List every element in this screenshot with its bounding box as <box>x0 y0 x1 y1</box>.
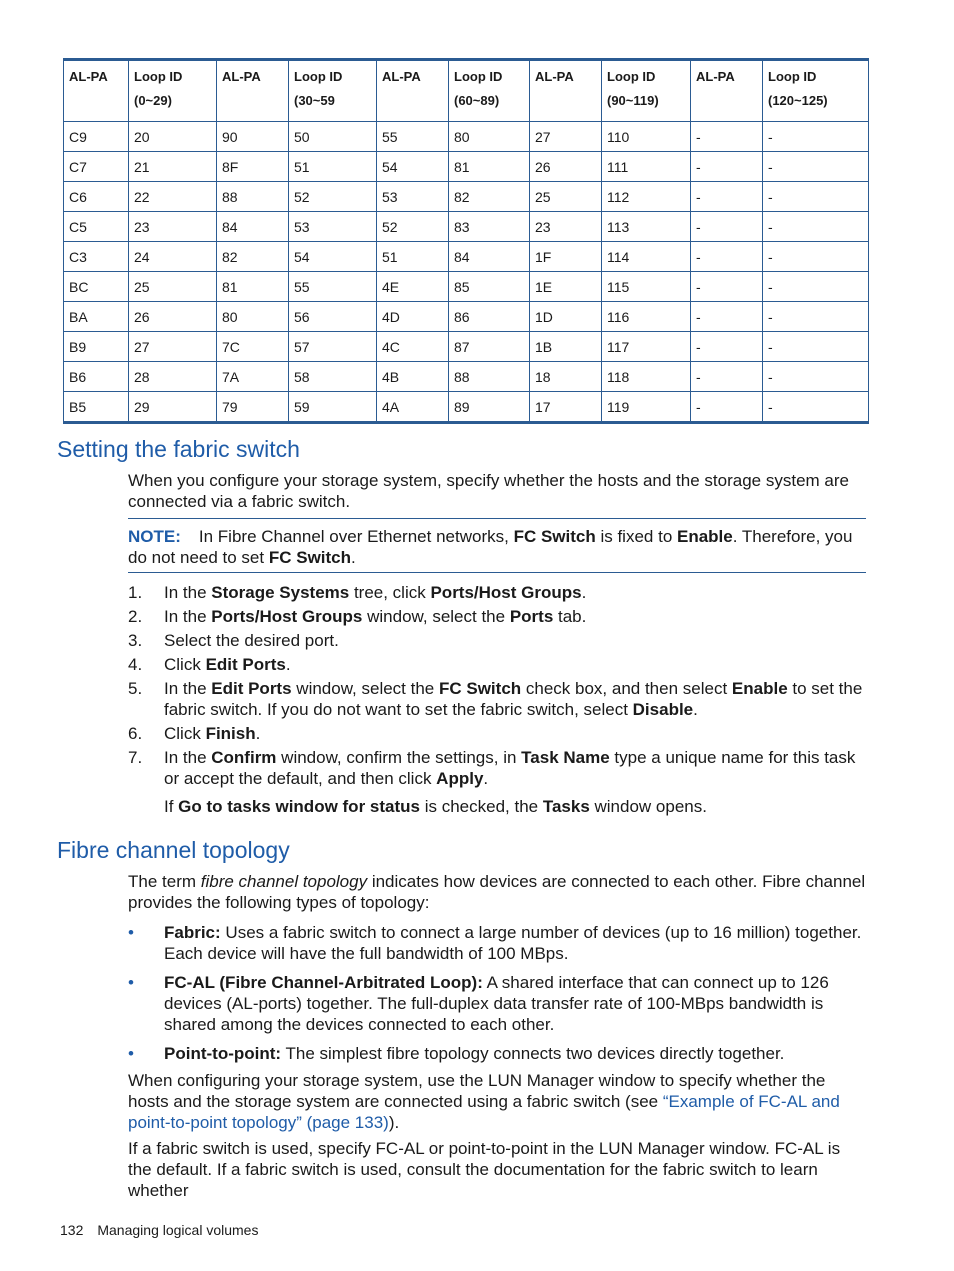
table-cell: 84 <box>217 212 289 242</box>
section-title-fibre-topology: Fibre channel topology <box>57 837 290 863</box>
step-number: 2. <box>128 607 143 626</box>
table-cell: B6 <box>64 362 129 392</box>
note-text-4: . <box>351 548 356 567</box>
table-header-cell <box>763 60 869 122</box>
header-label: Loop ID <box>768 69 817 84</box>
table-cell: 56 <box>289 302 377 332</box>
table-header-cell <box>377 60 449 122</box>
topology-intro-text-part: indicates how devices are connected to each other. Fibre channel provides the following types of topology: <box>128 872 866 912</box>
after-step-text-part: window opens. <box>589 797 707 816</box>
lun-paragraph-text-part: ). <box>388 1113 400 1132</box>
table-row <box>64 242 869 272</box>
table-cell: 1F <box>530 242 602 272</box>
table-cell: 83 <box>449 212 530 242</box>
table-header-cell <box>691 60 763 122</box>
table-cell: 118 <box>602 362 691 392</box>
bullet-text-part: Point-to-point: <box>164 1044 282 1063</box>
header-range: (90~119) <box>607 93 659 108</box>
table-cell: 4B <box>377 362 449 392</box>
table-cell: 20 <box>129 122 217 152</box>
fabric-switch-paragraph: If a fabric switch is used, specify FC-AL or point-to-point in the LUN Manager window. FC-AL is the default. If a fabric switch is used, consult the documentation for the fabric switch to learn whether <box>128 1139 841 1200</box>
bullet-text-part: FC-AL (Fibre Channel-Arbitrated Loop): <box>164 973 483 992</box>
step-text-part: window, select the <box>291 679 439 698</box>
step-text-part: Click <box>164 724 206 743</box>
table-row <box>64 122 869 152</box>
step-text-part: . <box>255 724 261 743</box>
header-label: Loop ID <box>454 69 503 84</box>
table-cell: - <box>691 122 763 152</box>
table-cell: - <box>691 392 763 423</box>
table-cell: - <box>763 302 869 332</box>
table-cell: 21 <box>129 152 217 182</box>
step-text-part: Select the desired port. <box>164 631 339 650</box>
table-cell: - <box>763 272 869 302</box>
table-cell: 85 <box>449 272 530 302</box>
after-step-text-part: is checked, the <box>419 797 543 816</box>
step-number: 1. <box>128 583 143 602</box>
table-header-cell <box>129 60 217 122</box>
table-cell: 82 <box>449 182 530 212</box>
table-cell: C3 <box>64 242 129 272</box>
step-number: 6. <box>128 724 143 743</box>
header-label: AL-PA <box>69 69 108 84</box>
al-pa-loop-id-table <box>63 58 869 424</box>
table-header-cell <box>64 60 129 122</box>
after-step-text-part: Go to tasks window for status <box>178 797 420 816</box>
procedure-step <box>128 654 868 675</box>
table-cell: 4E <box>377 272 449 302</box>
header-label: Loop ID <box>294 69 343 84</box>
step-text-part: Edit Ports <box>211 679 292 698</box>
topology-bullet-list <box>128 922 868 1072</box>
table-cell: - <box>691 272 763 302</box>
step-text-part: window, select the <box>362 607 510 626</box>
table-cell: 55 <box>377 122 449 152</box>
topology-intro-text-part: The term <box>128 872 201 891</box>
table-header-cell <box>602 60 691 122</box>
table-cell: 53 <box>289 212 377 242</box>
table-cell: 1B <box>530 332 602 362</box>
table-cell: 8F <box>217 152 289 182</box>
step-text-part: Edit Ports <box>205 655 286 674</box>
table-cell: 58 <box>289 362 377 392</box>
step-text-part: Click <box>164 655 206 674</box>
note-bold-2: Enable <box>677 527 733 546</box>
header-label: AL-PA <box>222 69 261 84</box>
procedure-step <box>128 606 868 627</box>
table-cell: 4A <box>377 392 449 423</box>
step-text-part: . <box>483 769 489 788</box>
table-cell: - <box>691 332 763 362</box>
table-cell: - <box>691 362 763 392</box>
header-label: AL-PA <box>696 69 735 84</box>
lun-paragraph-text-part: When configuring your storage system, use the LUN Manager window to specify whether the hosts and the storage system are connected using a fabric switch (see <box>128 1071 826 1111</box>
table-cell: 7A <box>217 362 289 392</box>
table-row <box>64 302 869 332</box>
table-row <box>64 362 869 392</box>
step-text-part: Task Name <box>521 748 610 767</box>
table-cell: 27 <box>129 332 217 362</box>
step-text-part: . <box>693 700 698 719</box>
bullet-text-part: Fabric: <box>164 923 221 942</box>
table-cell: - <box>763 392 869 423</box>
bullet-text-part: Uses a fabric switch to connect a large number of devices (up to 16 million) together. Each device will have the full bandwidth of 100 MBps. <box>164 923 862 963</box>
table-cell: 82 <box>217 242 289 272</box>
step-text-part: Finish <box>205 724 256 743</box>
table-cell: - <box>763 332 869 362</box>
table-cell: 117 <box>602 332 691 362</box>
topology-intro-text-part: fibre channel topology <box>200 872 368 891</box>
note-box <box>128 518 866 573</box>
table-cell: 115 <box>602 272 691 302</box>
chapter-name: Managing logical volumes <box>97 1222 259 1238</box>
table-row <box>64 212 869 242</box>
table-cell: 1D <box>530 302 602 332</box>
header-label: Loop ID <box>134 69 183 84</box>
step-text-part: Storage Systems <box>211 583 350 602</box>
step-text-part: FC Switch <box>438 679 522 698</box>
table-cell: 25 <box>129 272 217 302</box>
table-cell: 1E <box>530 272 602 302</box>
table-cell: 25 <box>530 182 602 212</box>
table-header-cell <box>289 60 377 122</box>
table-cell: 23 <box>129 212 217 242</box>
note-label: NOTE: <box>128 527 181 546</box>
table-cell: C7 <box>64 152 129 182</box>
step-text-part: Ports/Host Groups <box>211 607 363 626</box>
table-header-cell <box>530 60 602 122</box>
section-title-fabric-switch: Setting the fabric switch <box>57 436 300 462</box>
table-cell: 81 <box>449 152 530 182</box>
table-cell: - <box>691 242 763 272</box>
table-cell: 52 <box>289 182 377 212</box>
table-cell: 112 <box>602 182 691 212</box>
table-cell: 23 <box>530 212 602 242</box>
table-cell: C6 <box>64 182 129 212</box>
table-cell: 53 <box>377 182 449 212</box>
table-header-cell <box>217 60 289 122</box>
table-row <box>64 152 869 182</box>
table-cell: BC <box>64 272 129 302</box>
table-cell: 55 <box>289 272 377 302</box>
table-cell: 54 <box>377 152 449 182</box>
header-range: (30~59 <box>294 93 335 108</box>
table-cell: B9 <box>64 332 129 362</box>
table-cell: BA <box>64 302 129 332</box>
table-cell: 4C <box>377 332 449 362</box>
table-cell: C5 <box>64 212 129 242</box>
bullet-text-part: A shared interface that can connect up to 126 devices (AL-ports) together. The full-duplex data transfer rate of 100-MBps bandwidth is shared among the devices connected to each other. <box>164 973 829 1034</box>
step-number: 5. <box>128 679 143 698</box>
bullet-icon: • <box>128 1044 134 1063</box>
table-header-cell <box>449 60 530 122</box>
table-cell: 111 <box>602 152 691 182</box>
table-cell: - <box>763 212 869 242</box>
note-bold-1: FC Switch <box>513 527 596 546</box>
step-text-part: Apply <box>436 769 484 788</box>
procedure-step <box>128 747 868 789</box>
table-cell: 54 <box>289 242 377 272</box>
bullet-icon: • <box>128 973 134 992</box>
step-text-part: In the <box>164 748 212 767</box>
table-cell: - <box>763 362 869 392</box>
table-cell: 28 <box>129 362 217 392</box>
step-text-part: Ports <box>509 607 554 626</box>
table-cell: 29 <box>129 392 217 423</box>
table-cell: 52 <box>377 212 449 242</box>
table-cell: 114 <box>602 242 691 272</box>
step-text-part: Confirm <box>211 748 277 767</box>
table-cell: 81 <box>217 272 289 302</box>
after-step-text-part: Tasks <box>542 797 590 816</box>
step-text-part: Ports/Host Groups <box>430 583 582 602</box>
table-cell: 7C <box>217 332 289 362</box>
header-label: Loop ID <box>607 69 656 84</box>
cross-reference-link[interactable]: “Example of FC-AL and point-to-point topology” (page 133) <box>128 1092 840 1132</box>
table-cell: 51 <box>289 152 377 182</box>
table-cell: - <box>691 302 763 332</box>
header-range: (60~89) <box>454 93 500 108</box>
step-text-part: to set the fabric switch. If you do not want to set the fabric switch, select <box>164 679 863 719</box>
table-row <box>64 272 869 302</box>
bullet-icon: • <box>128 923 134 942</box>
topology-intro <box>128 871 868 913</box>
note-text-1: In Fibre Channel over Ethernet networks, <box>198 527 514 546</box>
step-text-part: type a unique name for this task or accept the default, and then click <box>164 748 856 788</box>
step-text-part: . <box>581 583 587 602</box>
note-text-2: is fixed to <box>595 527 677 546</box>
note-text-3: . Therefore, you do not need to set <box>128 527 853 567</box>
table-cell: C9 <box>64 122 129 152</box>
header-range: (0~29) <box>134 93 172 108</box>
bullet-text-part: The simplest fibre topology connects two devices directly together. <box>281 1044 785 1063</box>
table-cell: 113 <box>602 212 691 242</box>
table-cell: - <box>691 182 763 212</box>
table-cell: 57 <box>289 332 377 362</box>
step-text-part: window, confirm the settings, in <box>276 748 522 767</box>
table-cell: 26 <box>530 152 602 182</box>
table-cell: 87 <box>449 332 530 362</box>
step-text-part: check box, and then select <box>521 679 732 698</box>
step-text-part: . <box>285 655 291 674</box>
step-number: 7. <box>128 748 143 767</box>
table-row <box>64 182 869 212</box>
step-text-part: In the <box>164 679 212 698</box>
table-cell: 84 <box>449 242 530 272</box>
topology-bullet <box>128 922 868 964</box>
step-text-part: tree, click <box>349 583 431 602</box>
step-number: 4. <box>128 655 143 674</box>
topology-bullet <box>128 1043 868 1064</box>
table-cell: 22 <box>129 182 217 212</box>
step-text-part: Enable <box>731 679 788 698</box>
table-cell: B5 <box>64 392 129 423</box>
table-cell: 86 <box>449 302 530 332</box>
procedure-step <box>128 630 868 651</box>
topology-bullet <box>128 972 868 1035</box>
table-cell: 4D <box>377 302 449 332</box>
table-cell: 59 <box>289 392 377 423</box>
table-cell: 18 <box>530 362 602 392</box>
step-text-part: tab. <box>553 607 587 626</box>
table-cell: 88 <box>217 182 289 212</box>
table-cell: 79 <box>217 392 289 423</box>
header-label: AL-PA <box>535 69 574 84</box>
procedure-steps <box>128 582 868 792</box>
table-cell: - <box>691 212 763 242</box>
table-cell: - <box>763 182 869 212</box>
page-footer <box>60 1222 258 1238</box>
table-cell: - <box>763 122 869 152</box>
header-range: (120~125) <box>768 93 828 108</box>
fabric-switch-intro: When you configure your storage system, specify whether the hosts and the storage system are connected via a fabric switch. <box>128 471 849 511</box>
table-cell: - <box>763 242 869 272</box>
table-cell: 89 <box>449 392 530 423</box>
table-cell: 50 <box>289 122 377 152</box>
procedure-step <box>128 582 868 603</box>
table-cell: 88 <box>449 362 530 392</box>
table-row <box>64 392 869 423</box>
table-cell: 17 <box>530 392 602 423</box>
table-cell: 119 <box>602 392 691 423</box>
table-cell: 80 <box>449 122 530 152</box>
step-number: 3. <box>128 631 143 650</box>
table-cell: 116 <box>602 302 691 332</box>
step-text-part: In the <box>164 607 212 626</box>
table-cell: 110 <box>602 122 691 152</box>
step-text-part: In the <box>164 583 212 602</box>
note-bold-3: FC Switch <box>268 548 352 567</box>
lun-manager-paragraph <box>128 1070 868 1133</box>
table-cell: 24 <box>129 242 217 272</box>
table-cell: - <box>763 152 869 182</box>
table-cell: - <box>691 152 763 182</box>
table-cell: 51 <box>377 242 449 272</box>
procedure-step <box>128 678 868 720</box>
step-text-part: Disable <box>632 700 694 719</box>
table-cell: 80 <box>217 302 289 332</box>
after-step-text-part: If <box>164 797 179 816</box>
table-cell: 27 <box>530 122 602 152</box>
page-number: 132 <box>60 1222 84 1238</box>
procedure-step <box>128 723 868 744</box>
header-label: AL-PA <box>382 69 421 84</box>
table-header-row <box>64 60 869 122</box>
table-cell: 26 <box>129 302 217 332</box>
table-cell: 90 <box>217 122 289 152</box>
after-step-note <box>164 796 868 817</box>
table-row <box>64 332 869 362</box>
